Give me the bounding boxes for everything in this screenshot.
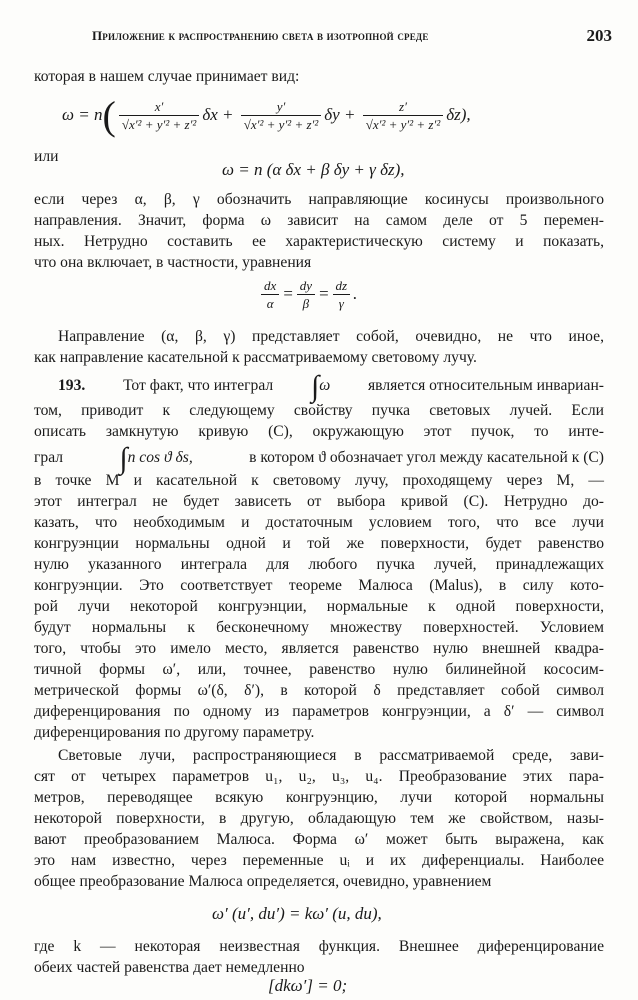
eq3-den-gamma: γ bbox=[338, 296, 344, 311]
para3-line-3: казать, что необходимым и достаточным условием того, что все лучи bbox=[34, 514, 604, 531]
sec193-line-3: описать замкнутую кривую (C), окружающую этот пучок, то инте- bbox=[34, 423, 604, 440]
integral-sign-icon: ∫ bbox=[310, 369, 320, 403]
para3-line-4: конгруэнции нормальны одной и той же поверхности, будет равенство bbox=[34, 535, 604, 552]
para3-line-7: рой лучи некоторой конгруэнции, нормальные к одной поверхности, bbox=[34, 598, 604, 615]
eq3-den-alpha: α bbox=[266, 296, 274, 311]
word-or: или bbox=[34, 148, 59, 165]
para1-line-1: если через α, β, γ обозначить направляющие косинусы произвольного bbox=[34, 191, 604, 208]
para4-line-1: Световые лучи, распространяющиеся в рассматриваемой среде, зави- bbox=[58, 747, 604, 764]
para3-line-6: конгруэнции. Это соответствует теореме Малюса (Malus), в силу кото- bbox=[34, 577, 604, 594]
para1-line-2: направления. Значит, форма ω зависит на самом деле от 5 перемен- bbox=[34, 212, 604, 229]
eq3-num-dx: dx bbox=[261, 278, 279, 295]
para4-line-5: вают преобразованием Малюса. Форма ω′ может быть выражена, как bbox=[34, 831, 604, 848]
eq3-end: . bbox=[353, 283, 358, 303]
para3-line-10: тичной формы ω′, или, точнее, равенство нулю билинейной кососим- bbox=[34, 661, 604, 678]
eq1-var-x: δx bbox=[202, 104, 218, 124]
para3-line-13: диференцирования по другому параметру. bbox=[34, 724, 315, 741]
eq1-num-x: x′ bbox=[119, 99, 200, 116]
eq1-fraction-y bbox=[241, 99, 322, 133]
eq3-fraction-dy bbox=[297, 278, 315, 312]
para5-line-2: обеих частей равенства дает немедленно bbox=[34, 959, 305, 976]
sec193-integral bbox=[310, 369, 331, 403]
sec193-integral-2 bbox=[119, 441, 193, 475]
page-number: 203 bbox=[586, 26, 612, 45]
header-title: Приложение к распространению света в изотропной среде bbox=[92, 28, 429, 43]
running-header bbox=[92, 28, 612, 48]
eq3-num-dz: dz bbox=[333, 278, 351, 295]
equation-omega-general: ω = n( $\frac{x'}{\text{√x′² + y′² + z′²}}$ δx + $\frac{y'}{\text{√x′² + y′² + z′²}}$ δy + $\frac{z'}{\text{√x′² + y′² + z′²}}$ δz), bbox=[62, 93, 471, 138]
eq3-fraction-dx bbox=[261, 278, 279, 312]
sec193-l1b: является относительным инвариан- bbox=[367, 377, 604, 395]
para3-line-5: нулю указанного интеграла для любого пучка лучей, принадлежащих bbox=[34, 556, 604, 573]
sec193-line-2: том, приводит к следующему свойству пучка световых лучей. Если bbox=[34, 402, 604, 419]
para3-line-8: будут нормальны к бесконечному множеству поверхностей. Условием bbox=[34, 619, 604, 636]
equation-characteristic: $\frac{dx}{\alpha}$ = $\frac{dy}{\beta}$ = $\frac{dz}{\gamma}$ . bbox=[258, 278, 357, 312]
eq1-num-z: z′ bbox=[363, 99, 444, 116]
para3-line-2: этот интеграл не будет зависеть от выбора кривой (C). Нетрудно до- bbox=[34, 493, 604, 510]
eq1-den-y: √x′² + y′² + z′² bbox=[243, 117, 319, 132]
intro-line: которая в нашем случае принимает вид: bbox=[34, 68, 300, 85]
sec193-l1a: Тот факт, что интеграл bbox=[123, 377, 274, 395]
eq1-lhs: ω = n bbox=[62, 104, 103, 124]
eq3-num-dy: dy bbox=[297, 278, 315, 295]
para2-line-2: как направление касательной к рассматриваемому световому лучу. bbox=[34, 349, 477, 366]
eq3-fraction-dz bbox=[333, 278, 351, 312]
para4-line-6: это нам известно, через переменные uᵢ и их диференциалы. Наиболее bbox=[34, 852, 604, 869]
eq1-num-y: y′ bbox=[241, 99, 322, 116]
equation-exterior-derivative: [dkω′] = 0; bbox=[268, 976, 348, 995]
para3-line-12: диференцирования по одному из параметров конгруэнции, а δ′ — символ bbox=[34, 703, 604, 720]
eq1-open-paren: ( bbox=[102, 93, 116, 138]
sec193-line-1 bbox=[58, 369, 604, 403]
para1-line-4: что она включает, в частности, уравнения bbox=[34, 254, 312, 271]
section-number: 193. bbox=[58, 377, 86, 395]
equation-malus: ω′ (u′, du′) = kω′ (u, du), bbox=[212, 904, 382, 923]
para4-line-4: некоторой поверхности, в другую, обладающую тем же свойством, назы- bbox=[34, 810, 604, 827]
eq1-tail: ), bbox=[460, 104, 471, 124]
eq1-var-y: δy bbox=[324, 104, 340, 124]
para3-line-11: метрической формы ω′(δ, δ′), в которой δ представляет собой символ bbox=[34, 682, 604, 699]
para4-line-3: метров, переводящее всякую конгруэнцию, лучи которой нормальны bbox=[34, 789, 604, 806]
sec193-l4b: в котором ϑ обозначает угол между касательной к (C) bbox=[249, 449, 604, 467]
eq1-var-z: δz bbox=[446, 104, 461, 124]
sec193-int-omega: ω bbox=[319, 377, 331, 394]
eq1-den-x: √x′² + y′² + z′² bbox=[121, 117, 197, 132]
para2-line-1: Направление (α, β, γ) представляет собой, очевидно, не что иное, bbox=[58, 328, 604, 345]
sec193-l4a: грал bbox=[34, 449, 64, 467]
para3-line-9: того, чтобы это имело место, является равенство нулю внешней квадра- bbox=[34, 640, 604, 657]
sec193-line-4 bbox=[34, 441, 604, 475]
eq3-den-beta: β bbox=[302, 296, 310, 311]
eq1-fraction-x bbox=[119, 99, 200, 133]
integral-sign-icon: ∫ bbox=[119, 441, 128, 475]
para5-line-1: где k — некоторая неизвестная функция. Внешнее диференцирование bbox=[34, 938, 604, 955]
para3-line-1: в точке M и касательной к световому лучу, проходящему через M, — bbox=[34, 472, 604, 489]
eq1-fraction-z bbox=[363, 99, 444, 133]
sec193-int-ncos: n cos ϑ δs, bbox=[127, 449, 193, 466]
para4-line-2: сят от четырех параметров u₁, u₂, u₃, u₄. Преобразование этих пара- bbox=[34, 768, 604, 785]
equation-omega-direction: ω = n (α δx + β δy + γ δz), bbox=[222, 160, 405, 179]
eq1-den-z: √x′² + y′² + z′² bbox=[365, 117, 441, 132]
para4-line-7: общее преобразование Малюса определяется, очевидно, уравнением bbox=[34, 873, 492, 890]
para1-line-3: ных. Нетрудно составить ее характеристическую систему и показать, bbox=[34, 233, 604, 250]
